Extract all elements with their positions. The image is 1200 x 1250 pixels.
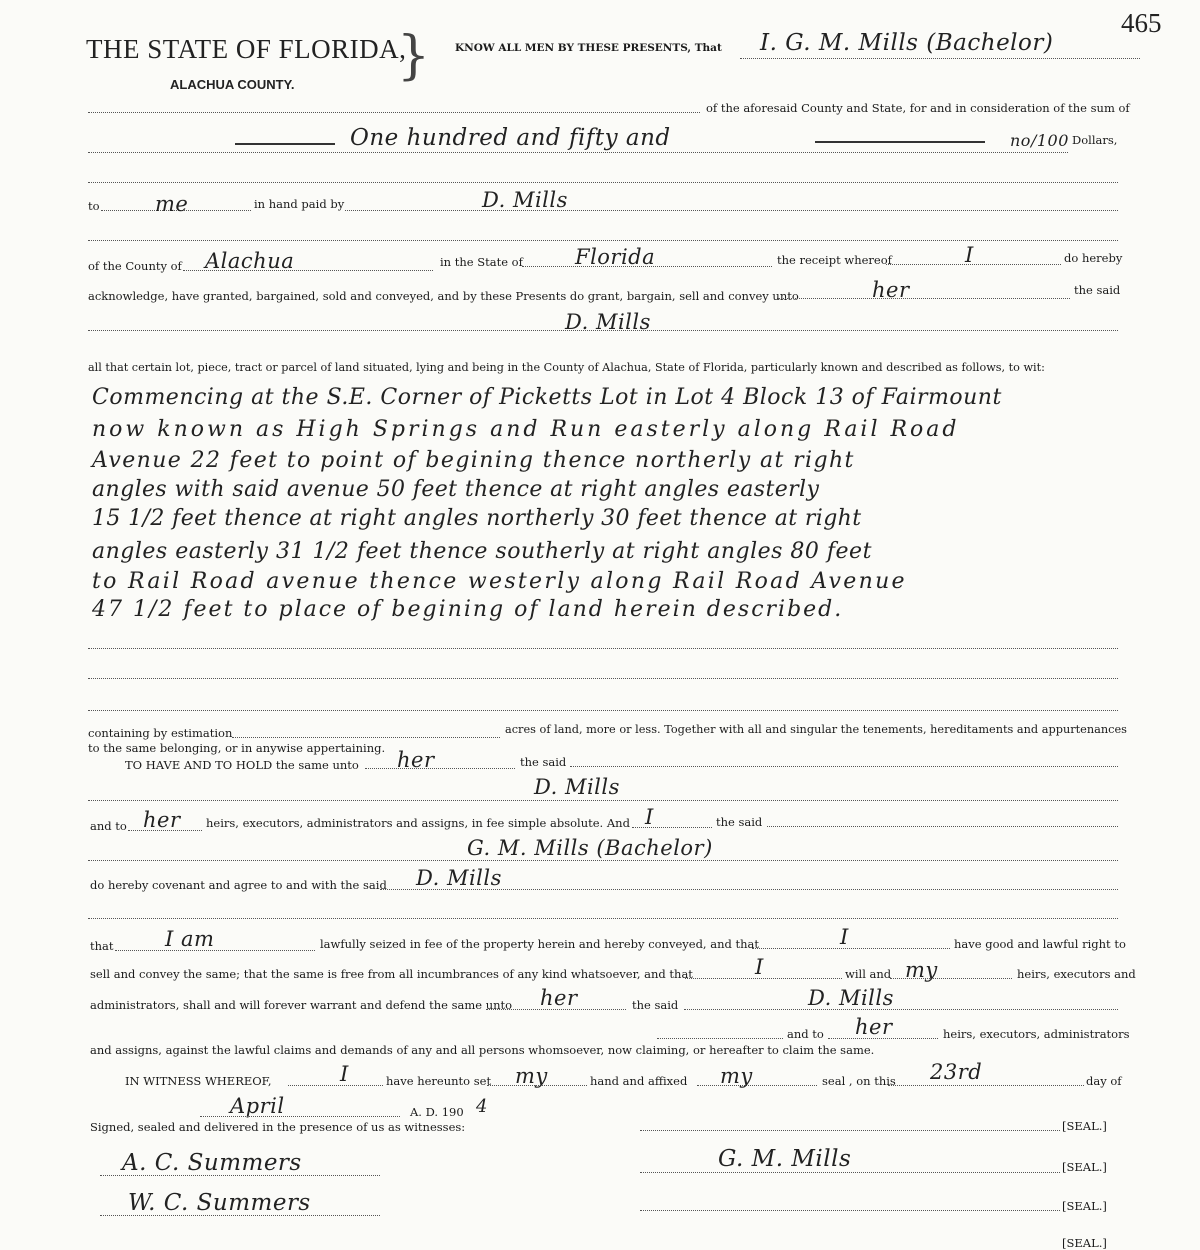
signed-text: Signed, sealed and delivered in the presence of us as witnesses:: [90, 1120, 466, 1134]
state-handwritten: Florida: [575, 245, 656, 269]
in-hand-paid-text: in hand paid by: [254, 197, 345, 211]
line-1: [88, 112, 700, 113]
amount-flourish: [235, 143, 335, 145]
the-said-text: the said: [1074, 283, 1121, 297]
grantor-handwritten: I. G. M. Mills (Bachelor): [760, 30, 1054, 56]
unto-line: [778, 298, 1070, 299]
seal-line-3: [640, 1210, 1060, 1211]
month-line: [200, 1116, 400, 1117]
the-said-text-2: the said: [520, 755, 567, 769]
desc-line-2: now known as High Springs and Run easterly along Rail Road: [92, 417, 960, 442]
seal-on-text: seal , on this: [822, 1074, 896, 1088]
page-number: 465: [1121, 8, 1162, 38]
grantee-handwritten: D. Mills: [565, 310, 651, 334]
desc-rule-3: [88, 710, 1118, 711]
amount-dash: [815, 141, 985, 143]
in-witness-handwritten: I: [340, 1062, 349, 1086]
description-intro: all that certain lot, piece, tract or parcel of land situated, lying and being in the County of Alachua, State of Florida, particularly known and described as follows, to wit:: [88, 361, 1045, 374]
seal-label-2: [SEAL.]: [1062, 1160, 1107, 1174]
witness-1-line: [100, 1175, 380, 1176]
seized-handwritten: I: [840, 925, 849, 949]
the-said-text-4: the said: [632, 998, 679, 1012]
that-line: [115, 950, 315, 951]
state-title: THE STATE OF FLORIDA,: [86, 34, 407, 64]
receipt-handwritten: I: [965, 243, 974, 267]
and-to-handwritten: her: [143, 808, 181, 832]
month-handwritten: April: [230, 1094, 285, 1118]
desc-line-1: Commencing at the S.E. Corner of Picketts Lot in Lot 4 Block 13 of Fairmount: [92, 385, 1002, 410]
sell-handwritten: I: [755, 955, 764, 979]
to-handwritten: me: [155, 192, 189, 216]
in-state-text: in the State of: [440, 255, 523, 269]
county-title: ALACHUA COUNTY.: [170, 77, 295, 92]
year-handwritten: 4: [476, 1096, 488, 1117]
dollars-text: Dollars,: [1072, 133, 1118, 147]
and-to-text: and to: [90, 819, 127, 833]
grantor-handwritten-2: G. M. Mills (Bachelor): [467, 836, 713, 860]
to-have-handwritten: her: [397, 748, 435, 772]
seized-text: lawfully seized in fee of the property herein and hereby conveyed, and that: [320, 937, 760, 951]
heirs-admin-text: heirs, executors, administrators: [943, 1027, 1130, 1041]
in-witness-line: [288, 1085, 383, 1086]
know-all-men-text: KNOW ALL MEN BY THESE PRESENTS, That: [455, 42, 722, 54]
the-said-text-3: the said: [716, 815, 763, 829]
sell-text: sell and convey the same; that the same is free from all incumbrances of any kind whatsoever, and that: [90, 967, 693, 981]
desc-rule-2: [88, 678, 1118, 679]
seal-line-1: [640, 1130, 1060, 1131]
line-6: [88, 860, 1118, 861]
day-handwritten: 23rd: [930, 1060, 983, 1084]
desc-line-4: angles with said avenue 50 feet thence at right angles easterly: [92, 477, 820, 502]
line-2b: [88, 182, 1118, 183]
heirs-exec-text: heirs, executors and: [1017, 967, 1136, 981]
do-hereby-text: do hereby: [1064, 251, 1123, 265]
and-to-handwritten-2: her: [855, 1015, 893, 1039]
heirs-text: heirs, executors, administrators and assigns, in fee simple absolute. And: [206, 816, 630, 830]
witness-1-signature: A. C. Summers: [122, 1150, 302, 1176]
desc-line-8: 47 1/2 feet to place of begining of land herein described.: [92, 597, 844, 622]
day-line: [888, 1085, 1084, 1086]
desc-line-3: Avenue 22 feet to point of begining thence northerly at right: [92, 448, 855, 473]
to-have-text: TO HAVE AND TO HOLD the same unto: [125, 758, 359, 772]
belonging-text: to the same belonging, or in anywise appertaining.: [88, 741, 386, 755]
seal-label-4: [SEAL.]: [1062, 1236, 1107, 1250]
to-have-line: [365, 768, 515, 769]
consideration-text: of the aforesaid County and State, for and in consideration of the sum of: [706, 101, 1130, 115]
acknowledge-text: acknowledge, have granted, bargained, sold and conveyed, and by these Presents do grant, bargain, sell and convey unto: [88, 289, 799, 303]
payer-line: [345, 210, 1118, 211]
unto-handwritten: her: [872, 278, 910, 302]
cents-handwritten: no/100: [1010, 131, 1069, 150]
covenant-text: do hereby covenant and agree to and with the said: [90, 878, 387, 892]
assigns-text: and assigns, against the lawful claims and demands of any and all persons whomsoever, now claiming, or hereafter to claim the same.: [90, 1043, 875, 1057]
good-right-text: have good and lawful right to: [954, 937, 1126, 951]
witness-2-line: [100, 1215, 380, 1216]
affixed-handwritten: my: [720, 1064, 753, 1088]
have-set-text: have hereunto set: [386, 1074, 492, 1088]
seal-line-2: [640, 1172, 1060, 1173]
containing-line: [232, 737, 500, 738]
receipt-text: the receipt whereof: [777, 253, 892, 267]
covenant-handwritten: D. Mills: [416, 866, 502, 890]
desc-line-7: to Rail Road avenue thence westerly along Rail Road Avenue: [92, 569, 907, 594]
day-of-text: day of: [1086, 1074, 1122, 1088]
acres-text: acres of land, more or less. Together with all and singular the tenements, hereditaments and appurtenances: [505, 723, 1127, 736]
hand-affixed-text: hand and affixed: [590, 1074, 688, 1088]
seal-label-3: [SEAL.]: [1062, 1199, 1107, 1213]
desc-line-5: 15 1/2 feet thence at right angles northerly 30 feet thence at right: [92, 506, 862, 531]
the-said-line-4: [684, 1009, 1118, 1010]
line-4: [88, 330, 1118, 331]
and-handwritten: I: [645, 805, 654, 829]
witness-2-signature: W. C. Summers: [128, 1190, 311, 1216]
seized-line: [752, 948, 950, 949]
affixed-line: [697, 1085, 817, 1086]
seal-label-1: [SEAL.]: [1062, 1119, 1107, 1133]
containing-text: containing by estimation: [88, 726, 233, 740]
desc-line-6: angles easterly 31 1/2 feet thence southerly at right angles 80 feet: [92, 539, 872, 564]
set-handwritten: my: [515, 1064, 548, 1088]
grantor-line: [740, 58, 1140, 59]
will-and-text: will and: [845, 967, 892, 981]
line-7: [88, 918, 1118, 919]
and-line: [632, 827, 712, 828]
payer-handwritten: D. Mills: [482, 188, 568, 212]
header-brace: }: [397, 26, 431, 86]
in-witness-text: IN WITNESS WHEREOF,: [125, 1074, 272, 1088]
line-2: [88, 152, 1068, 153]
amount-handwritten: One hundred and fifty and: [350, 125, 671, 151]
line-3: [88, 240, 1118, 241]
will-and-handwritten: my: [905, 958, 938, 982]
that-text: that: [90, 939, 114, 953]
grantee-handwritten-2: D. Mills: [534, 775, 620, 799]
desc-rule-1: [88, 648, 1118, 649]
admin-said-handwritten: D. Mills: [808, 986, 894, 1010]
the-said-line-3: [767, 826, 1118, 827]
that-handwritten: I am: [165, 927, 215, 951]
and-to-line-2a: [657, 1038, 783, 1039]
admin-text: administrators, shall and will forever warrant and defend the same unto: [90, 998, 513, 1012]
line-5: [88, 800, 1118, 801]
and-to-text-2: and to: [787, 1027, 824, 1041]
grantor-signature: G. M. Mills: [718, 1146, 852, 1172]
the-said-line-2: [570, 766, 1118, 767]
county-handwritten: Alachua: [205, 249, 295, 273]
to-text: to: [88, 199, 100, 213]
admin-handwritten: her: [540, 986, 578, 1010]
ad-text: A. D. 190: [410, 1105, 464, 1119]
of-county-text: of the County of: [88, 259, 182, 273]
